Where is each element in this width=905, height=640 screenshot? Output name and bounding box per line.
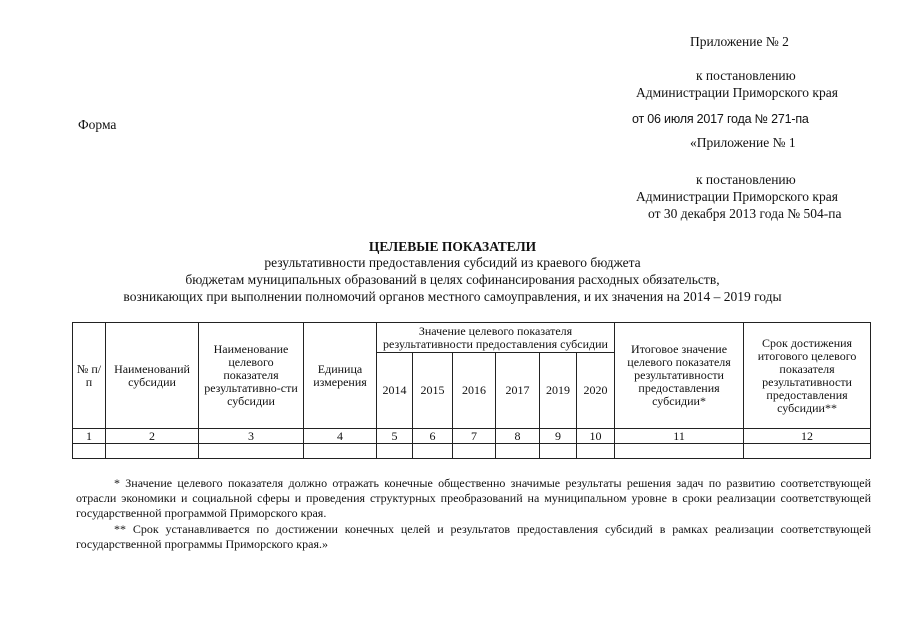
footnote-1-text: * Значение целевого показателя должно отражать конечные общественно значимые результаты решения задач по развитию соответствующей отрасли экономики и социальной сферы и проведения структурных преобразований на муниципальном уровне в сроки реализации соответствующей государственной программой Приморского края. [76, 476, 871, 520]
footnote-2-text: ** Срок устанавливается по достижении конечных целей и результатов предоставления субсидий в рамках реализации соответствующей государственной программы Приморского края.» [76, 522, 871, 551]
index-cell: 10 [577, 429, 615, 444]
index-cell: 4 [304, 429, 377, 444]
title-line-3: возникающих при выполнении полномочий органов местного самоуправления, и их значения на 2014 – 2019 годы [123, 289, 782, 304]
index-cell: 3 [199, 429, 304, 444]
year-cell: 2016 [453, 353, 496, 429]
index-cell: 11 [615, 429, 744, 444]
year-cell: 2019 [540, 353, 577, 429]
administration-label: Администрации Приморского края [636, 85, 838, 100]
col-header-deadline: Срок достижения итогового целевого показателя результативности предоставления субсидии** [744, 323, 871, 429]
footnote-1 [76, 476, 871, 521]
col-header-final: Итоговое значение целевого показателя результативности предоставления субсидии* [615, 323, 744, 429]
index-cell: 12 [744, 429, 871, 444]
index-cell: 7 [453, 429, 496, 444]
header-row-1 [73, 323, 871, 353]
col-header-num: № п/п [73, 323, 106, 429]
col-header-subsidy: Наименований субсидии [106, 323, 199, 429]
footnote-2 [76, 522, 871, 552]
appendix-1-label: «Приложение № 1 [690, 135, 796, 150]
to-decree-label: к постановлению [696, 68, 796, 83]
title-line-1: результативности предоставления субсидий из краевого бюджета [264, 255, 641, 270]
index-cell: 5 [377, 429, 413, 444]
document-title: ЦЕЛЕВЫЕ ПОКАЗАТЕЛИ [368, 239, 537, 254]
title-line-2: бюджетам муниципальных образований в целях софинансирования расходных обязательств, [185, 272, 720, 287]
index-cell: 9 [540, 429, 577, 444]
col-header-value-group: Значение целевого показателя результативности предоставления субсидии [377, 323, 615, 353]
form-label: Форма [78, 117, 117, 132]
index-row [73, 429, 871, 444]
index-cell: 8 [496, 429, 540, 444]
decree-date-line-2: от 30 декабря 2013 года № 504-па [648, 206, 842, 221]
index-cell: 6 [413, 429, 453, 444]
year-cell: 2015 [413, 353, 453, 429]
index-cell: 2 [106, 429, 199, 444]
year-cell: 2020 [577, 353, 615, 429]
year-cell: 2017 [496, 353, 540, 429]
indicators-table [72, 322, 871, 459]
index-cell: 1 [73, 429, 106, 444]
col-header-unit: Единица измерения [304, 323, 377, 429]
appendix-2-label: Приложение № 2 [690, 34, 789, 49]
to-decree-label-2: к постановлению [696, 172, 796, 187]
year-cell: 2014 [377, 353, 413, 429]
empty-data-row [73, 444, 871, 459]
col-header-indicator: Наименование целевого показателя результативно-сти субсидии [199, 323, 304, 429]
administration-label-2: Администрации Приморского края [636, 189, 838, 204]
decree-date-line: от 06 июля 2017 года № 271-па [632, 112, 809, 126]
